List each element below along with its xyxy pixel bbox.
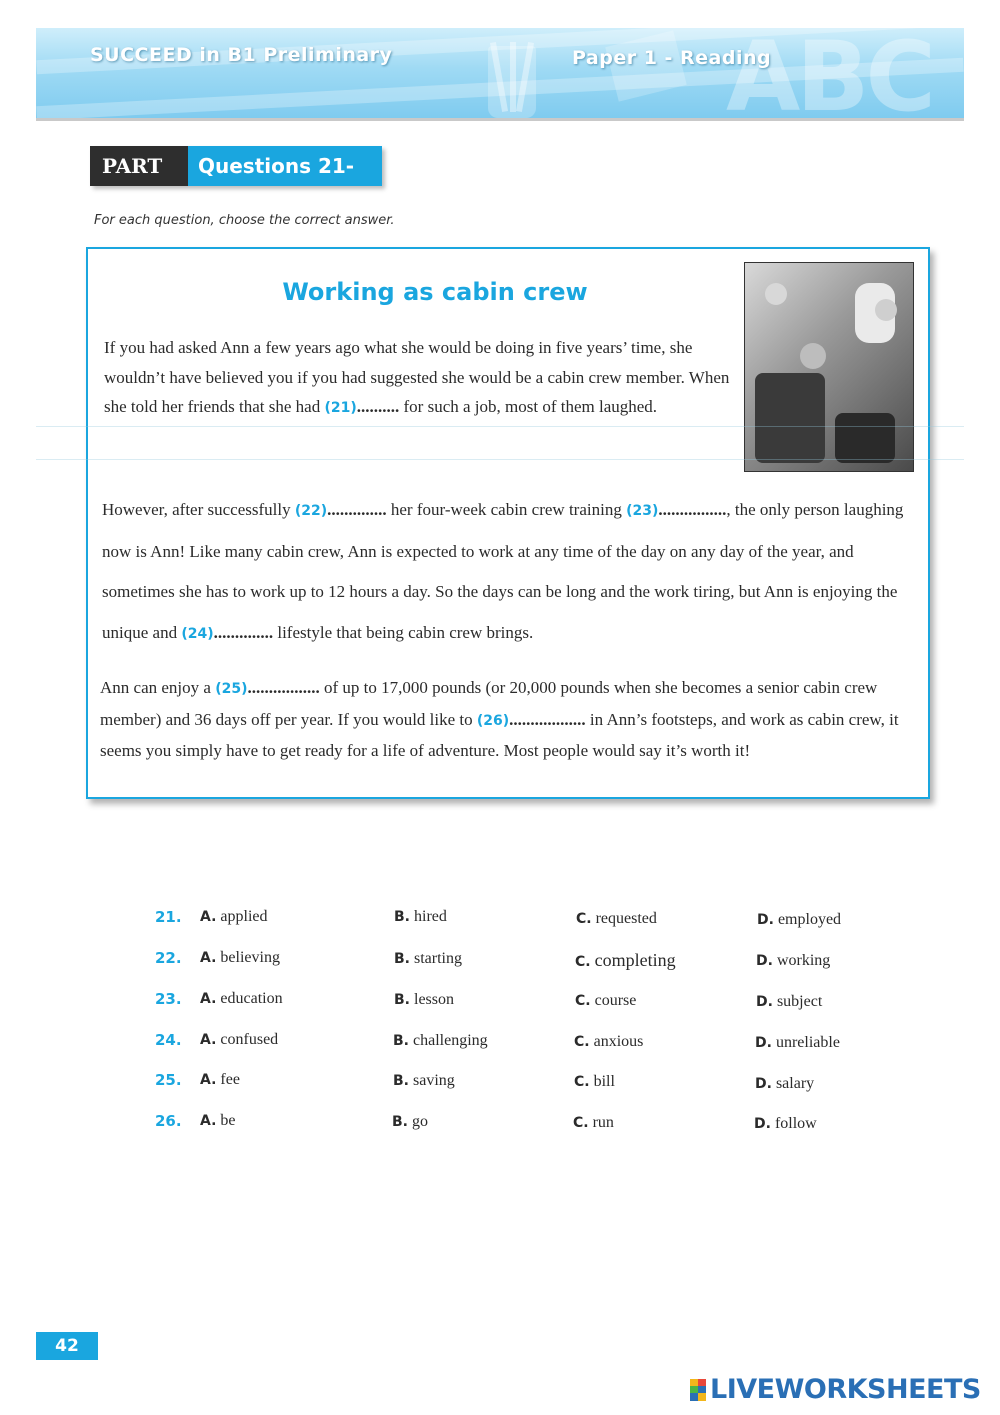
option-d[interactable]: D. salary <box>755 1075 815 1092</box>
header-banner <box>36 28 964 121</box>
option-b[interactable]: B. hired <box>394 908 447 925</box>
watermark-text: LIVEWORKSHEETS <box>710 1374 981 1405</box>
question-number: 21. <box>155 908 182 926</box>
paper-title: Paper 1 - Reading <box>572 47 772 69</box>
text: , the only person laughing now is Ann! Like many cabin crew, Ann is expected to work at any time of the day on any day of the year, and sometimes she has to work up to 12 hours a day. So the days can be long and the work tiring, but Ann is enjoying the unique and <box>102 500 904 643</box>
option-d[interactable]: D. follow <box>754 1115 817 1132</box>
text: If you had asked Ann a few years ago what she would be doing in five years’ time, she wouldn’t have believed you if you had suggested she would be a cabin crew member. When she told her friends that she had <box>104 338 730 416</box>
option-c[interactable]: C. bill <box>574 1073 615 1090</box>
option-a[interactable]: A. fee <box>200 1071 240 1088</box>
gap-22-blank[interactable]: .............. <box>327 500 387 519</box>
pencil-cup-icon <box>488 46 536 118</box>
question-number: 22. <box>155 949 182 967</box>
option-c[interactable]: C. course <box>575 992 637 1009</box>
paragraph-3 <box>100 673 920 766</box>
question-number: 23. <box>155 990 182 1008</box>
question-row-21 <box>0 908 1000 932</box>
gap-25-number: (25) <box>215 681 248 697</box>
paragraph-1 <box>104 333 744 424</box>
option-b[interactable]: B. go <box>392 1113 428 1130</box>
option-a[interactable]: A. confused <box>200 1031 279 1048</box>
question-number: 24. <box>155 1031 182 1049</box>
paragraph-2 <box>102 490 918 655</box>
text: However, after successfully <box>102 500 295 519</box>
text: lifestyle that being cabin crew brings. <box>273 623 534 643</box>
option-c[interactable]: C. requested <box>576 910 657 927</box>
abc-letters-icon: ABC <box>726 28 932 121</box>
part-heading <box>90 146 382 218</box>
option-b[interactable]: B. starting <box>394 950 462 967</box>
divider <box>36 459 964 460</box>
gap-21-blank[interactable]: .......... <box>356 397 400 416</box>
article-title: Working as cabin crew <box>282 278 588 306</box>
gap-26-number: (26) <box>476 712 510 729</box>
questions-label: Questions 21-26 <box>188 146 382 186</box>
question-row-22 <box>0 949 1000 973</box>
option-d[interactable]: D. working <box>756 952 831 969</box>
gap-23-blank[interactable]: ................ <box>658 500 727 519</box>
question-number: 25. <box>155 1071 182 1089</box>
option-d[interactable]: D. unreliable <box>755 1034 840 1051</box>
gap-24-blank[interactable]: .............. <box>213 623 274 643</box>
part-label: PART 5 <box>90 146 188 186</box>
liveworksheets-logo-icon <box>690 1379 706 1401</box>
option-a[interactable]: A. applied <box>200 908 268 925</box>
instruction-text: For each question, choose the correct answer. <box>94 213 395 228</box>
question-number: 26. <box>155 1112 182 1130</box>
text: in Ann’s footsteps, and work as cabin crew, it seems you simply have to get ready for a life of adventure. Most people would say it’s worth it! <box>100 709 899 760</box>
option-d[interactable]: D. subject <box>756 993 823 1010</box>
question-row-26 <box>0 1112 1000 1136</box>
text: of up to 17,000 pounds (or 20,000 pounds when she becomes a senior cabin crew member) and 36 days off per year. If you would like to <box>100 678 878 729</box>
gap-23-number: (23) <box>626 503 659 519</box>
option-b[interactable]: B. lesson <box>394 991 454 1008</box>
question-row-25 <box>0 1071 1000 1095</box>
option-b[interactable]: B. challenging <box>393 1032 488 1049</box>
liveworksheets-watermark <box>690 1374 981 1405</box>
option-a[interactable]: A. believing <box>200 949 280 966</box>
option-d[interactable]: D. employed <box>757 911 842 928</box>
gap-24-number: (24) <box>181 626 214 643</box>
question-row-23 <box>0 990 1000 1014</box>
gap-26-blank[interactable]: .................. <box>509 709 586 729</box>
text: Ann can enjoy a <box>100 678 216 697</box>
gap-25-blank[interactable]: ................. <box>247 678 320 697</box>
divider <box>36 426 964 427</box>
book-title: SUCCEED in B1 Preliminary <box>90 44 393 66</box>
option-b[interactable]: B. saving <box>393 1072 455 1089</box>
gap-21-number: (21) <box>324 400 357 416</box>
text: for such a job, most of them laughed. <box>399 397 658 416</box>
gap-22-number: (22) <box>294 503 328 519</box>
option-a[interactable]: A. be <box>200 1112 236 1129</box>
option-c[interactable]: C. anxious <box>574 1033 644 1050</box>
option-a[interactable]: A. education <box>200 990 283 1007</box>
option-c[interactable]: C. completing <box>575 950 676 970</box>
question-row-24 <box>0 1031 1000 1055</box>
text: her four-week cabin crew training <box>386 500 627 519</box>
option-c[interactable]: C. run <box>573 1114 614 1131</box>
page-number: 42 <box>36 1332 98 1360</box>
